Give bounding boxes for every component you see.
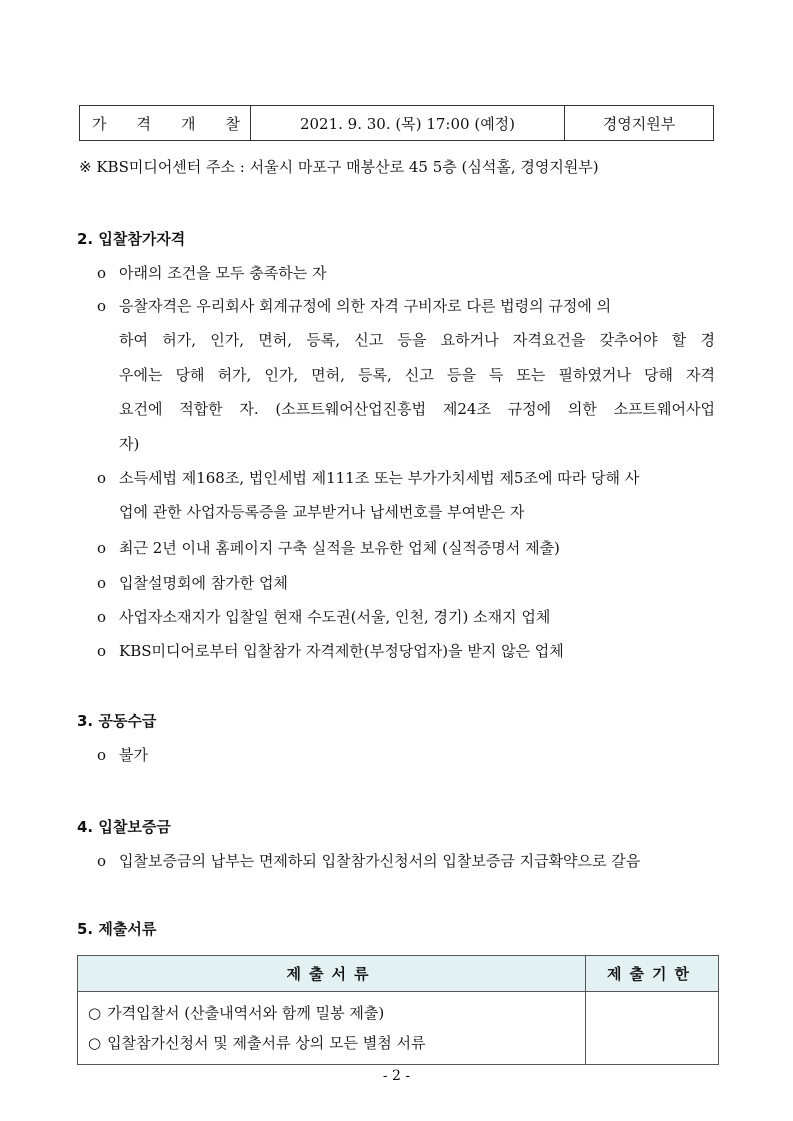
bullet-marker: o: [97, 297, 107, 315]
list-item-text: 아래의 조건을 모두 충족하는 자: [119, 264, 327, 282]
list-item-text: 입찰설명회에 참가한 업체: [119, 574, 288, 592]
label-char: 격: [136, 114, 151, 133]
list-item-continuation: 자): [119, 435, 140, 453]
list-item-text: 응찰자격은 우리회사 회계규정에 의한 자격 구비자로 다른 법령의 규정에 의: [119, 297, 612, 315]
schedule-datetime: 2021. 9. 30. (목) 17:00 (예정): [251, 106, 565, 141]
bullet-marker: o: [97, 469, 107, 487]
list-item-text: 하여 허가, 인가, 면허, 등록, 신고 등을 요하거나 자격요건을 갖추어야 할 경: [119, 331, 715, 349]
list-item-text: 불가: [119, 746, 148, 764]
schedule-table: [79, 105, 714, 141]
section-heading-bid-bond: 4. 입찰보증금: [77, 818, 171, 836]
bullet-marker: o: [97, 746, 107, 764]
list-item-text: 사업자소재지가 입찰일 현재 수도권(서울, 인천, 경기) 소재지 업체: [119, 608, 551, 626]
list-item-text: 요건에 적합한 자. (소프트웨어산업진흥법 제24조 규정에 의한 소프트웨어사업: [119, 400, 715, 418]
document-item: [88, 998, 585, 1028]
document-item-text: 입찰참가신청서 및 제출서류 상의 모든 별첨 서류: [107, 1034, 426, 1052]
list-item: [97, 537, 560, 558]
list-item-continuation: [119, 398, 715, 419]
circle-icon: ○: [88, 1004, 102, 1022]
list-item: [97, 572, 288, 593]
schedule-label-cell: [80, 106, 251, 141]
list-item: [97, 262, 326, 283]
list-item-text: KBS미디어로부터 입찰참가 자격제한(부정당업자)을 받지 않은 업체: [119, 642, 564, 660]
document-item: [88, 1028, 585, 1058]
list-item-continuation: [119, 329, 715, 350]
bullet-marker: o: [97, 642, 107, 660]
table-header-row: [78, 956, 719, 992]
section-heading-eligibility: 2. 입찰참가자격: [77, 230, 186, 248]
bullet-marker: o: [97, 539, 107, 557]
schedule-row: [80, 106, 714, 141]
label-char: 개: [181, 114, 196, 133]
list-item-continuation: 업에 관한 사업자등록증을 교부받거나 납세번호를 부여받은 자: [119, 503, 525, 521]
list-item: [97, 744, 148, 765]
submission-table: [77, 955, 719, 1065]
table-row: [78, 992, 719, 1065]
documents-column-header: 제출서류: [78, 956, 586, 992]
section-heading-documents: 5. 제출서류: [77, 920, 157, 938]
list-item-text: 우에는 당해 허가, 인가, 면허, 등록, 신고 등을 득 또는 필하였거나 당해 자격: [119, 366, 715, 384]
label-char: 찰: [225, 114, 240, 133]
circle-icon: ○: [88, 1034, 102, 1052]
list-item-continuation: [119, 364, 715, 385]
bullet-marker: o: [97, 264, 107, 282]
list-item: [97, 606, 550, 627]
bullet-marker: o: [97, 852, 107, 870]
page-number: - 2 -: [382, 1068, 411, 1084]
list-item: [97, 295, 611, 316]
schedule-label: [80, 113, 250, 134]
label-char: 가: [92, 114, 107, 133]
deadline-cell: [586, 992, 719, 1065]
documents-cell: [78, 992, 586, 1065]
list-item-text: 최근 2년 이내 홈페이지 구축 실적을 보유한 업체 (실적증명서 제출): [119, 539, 560, 557]
document-item-text: 가격입찰서 (산출내역서와 함께 밀봉 제출): [107, 1004, 385, 1022]
schedule-department: 경영지원부: [565, 106, 714, 141]
list-item: [97, 467, 639, 488]
bullet-marker: o: [97, 608, 107, 626]
bullet-marker: o: [97, 574, 107, 592]
list-item: [97, 640, 564, 661]
section-heading-joint-contract: 3. 공동수급: [77, 712, 157, 730]
list-item-text: 소득세법 제168조, 법인세법 제111조 또는 부가가치세법 제5조에 따라 당해 사: [119, 469, 640, 487]
address-note: ※ KBS미디어센터 주소 : 서울시 마포구 매봉산로 45 5층 (심석홀, 경영지원부): [79, 158, 599, 176]
deadline-column-header: 제출기한: [586, 956, 719, 992]
list-item: [97, 850, 640, 871]
list-item-text: 입찰보증금의 납부는 면제하되 입찰참가신청서의 입찰보증금 지급확약으로 갈음: [119, 852, 641, 870]
